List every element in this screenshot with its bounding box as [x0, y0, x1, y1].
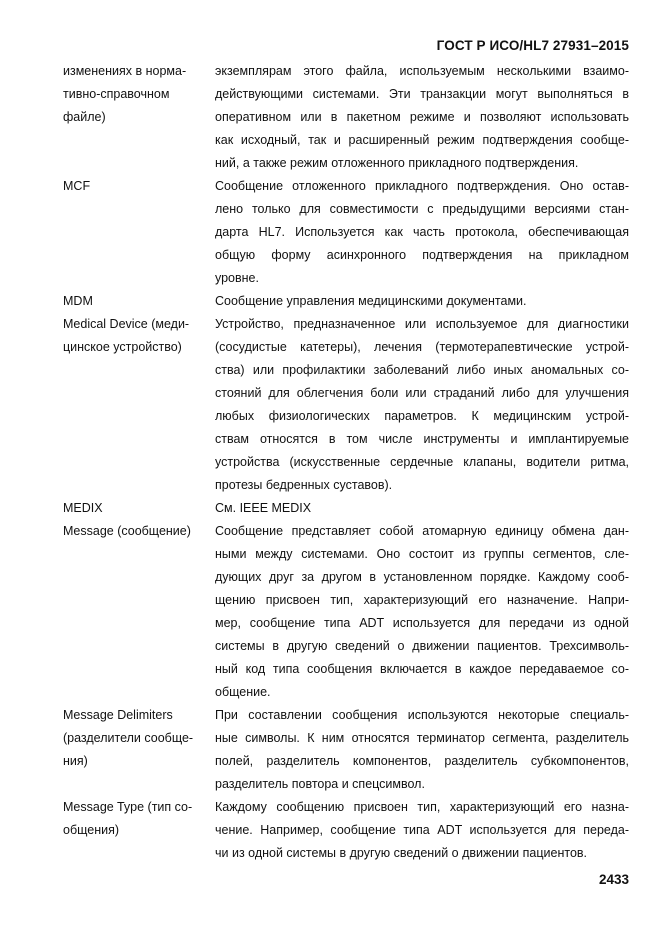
term-line: Message (сообщение): [63, 524, 191, 538]
term-line: изменениях в норма-: [63, 64, 187, 78]
definition-line: Устройство, предназначенное или используемое для диагностики: [215, 317, 629, 331]
glossary-entry: [63, 290, 629, 313]
definition-line: ный код типа сообщения включается в каждое передаваемое со-: [215, 662, 629, 676]
definition-line: Каждому сообщению присвоен тип, характеризующий его назна-: [215, 800, 629, 814]
glossary-entry: [63, 313, 629, 497]
definition-line: любых физиологических параметров. К медицинским устрой-: [215, 409, 629, 423]
standard-header: ГОСТ Р ИСО/HL7 27931–2015: [436, 38, 629, 53]
definition-line: чи из одной системы в другую сведений о движении пациентов.: [215, 846, 588, 860]
glossary-definition: [215, 704, 629, 796]
glossary-term: [63, 175, 215, 290]
glossary-definition: [215, 290, 629, 313]
definition-line: экземплярам этого файла, используемым несколькими взаимо-: [215, 64, 629, 78]
definition-line: ствам относятся в том числе инструменты и имплантируемые: [215, 432, 629, 446]
definition-line: ными между системами. Оно состоит из группы сегментов, сле-: [215, 547, 629, 561]
term-line: Message Type (тип со-: [63, 800, 193, 814]
definition-line: мер, сообщение типа ADT используется для передачи из одной: [215, 616, 629, 630]
glossary-body: [63, 60, 629, 865]
definition-line: как исходный, так и расширенный режим подтверждения сообще-: [215, 133, 629, 147]
glossary-entry: [63, 520, 629, 704]
definition-line: протезы бедренных суставов).: [215, 478, 393, 492]
glossary-definition: [215, 520, 629, 704]
definition-line: оперативном или в пакетном режиме и позволяют использовать: [215, 110, 629, 124]
glossary-term: [63, 497, 215, 520]
definition-line: ства) или профилактики заболеваний либо иных аномальных со-: [215, 363, 629, 377]
definition-line: разделитель повтора и спецсимвол.: [215, 777, 425, 791]
definition-line: уровне.: [215, 271, 259, 285]
definition-line: дующих друг за другом в установленном порядке. Каждому сооб-: [215, 570, 629, 584]
definition-line: лено только для совместимости с предыдущими версиями стан-: [215, 202, 629, 216]
glossary-entry: [63, 704, 629, 796]
glossary-definition: [215, 60, 629, 175]
page-number: 2433: [598, 872, 629, 887]
term-line: Message Delimiters: [63, 708, 173, 722]
term-line: цинское устройство): [63, 340, 182, 354]
glossary-entry: [63, 497, 629, 520]
glossary-definition: [215, 313, 629, 497]
term-line: MCF: [63, 179, 91, 193]
definition-line: системы в другую сведений о движении пациентов. Трехсимволь-: [215, 639, 629, 653]
glossary-definition: [215, 175, 629, 290]
definition-line: общение.: [215, 685, 271, 699]
definition-line: См. IEEE MEDIX: [215, 501, 312, 515]
glossary-entry: [63, 60, 629, 175]
term-line: MEDIX: [63, 501, 103, 515]
definition-line: действующими системами. Эти транзакции могут выполняться в: [215, 87, 629, 101]
definition-line: Сообщение управления медицинскими документами.: [215, 294, 527, 308]
glossary-term: [63, 290, 215, 313]
definition-line: полей, разделитель компонентов, разделитель субкомпонентов,: [215, 754, 629, 768]
glossary-term: [63, 520, 215, 704]
definition-line: ний, а также режим отложенного прикладного подтверждения.: [215, 156, 579, 170]
definition-line: чение. Например, сообщение типа ADT используется для переда-: [215, 823, 629, 837]
definition-line: щению присвоен тип, характеризующий его назначение. Напри-: [215, 593, 629, 607]
glossary-definition: [215, 796, 629, 865]
definition-line: стояний для облегчения боли или страданий либо для улучшения: [215, 386, 629, 400]
glossary-entry: [63, 175, 629, 290]
term-line: Medical Device (меди-: [63, 317, 190, 331]
glossary-term: [63, 313, 215, 497]
definition-line: устройства (искусственные сердечные клапаны, водители ритма,: [215, 455, 629, 469]
definition-line: дарта HL7. Используется как часть протокола, обеспечивающая: [215, 225, 629, 239]
definition-line: ные символы. К ним относятся терминатор сегмента, разделитель: [215, 731, 629, 745]
definition-line: Сообщение представляет собой атомарную единицу обмена дан-: [215, 524, 629, 538]
glossary-entry: [63, 796, 629, 865]
glossary-term: [63, 796, 215, 865]
term-line: общения): [63, 823, 120, 837]
definition-line: общую форму асинхронного подтверждения на прикладном: [215, 248, 629, 262]
term-line: (разделители сообще-: [63, 731, 194, 745]
term-line: MDM: [63, 294, 93, 308]
glossary-term: [63, 60, 215, 175]
definition-line: Сообщение отложенного прикладного подтверждения. Оно остав-: [215, 179, 629, 193]
definition-line: При составлении сообщения используются некоторые специаль-: [215, 708, 629, 722]
glossary-term: [63, 704, 215, 796]
term-line: тивно-справочном: [63, 87, 170, 101]
term-line: файле): [63, 110, 106, 124]
definition-line: (сосудистые катетеры), лечения (термотерапевтические устрой-: [215, 340, 629, 354]
term-line: ния): [63, 754, 88, 768]
glossary-definition: [215, 497, 629, 520]
